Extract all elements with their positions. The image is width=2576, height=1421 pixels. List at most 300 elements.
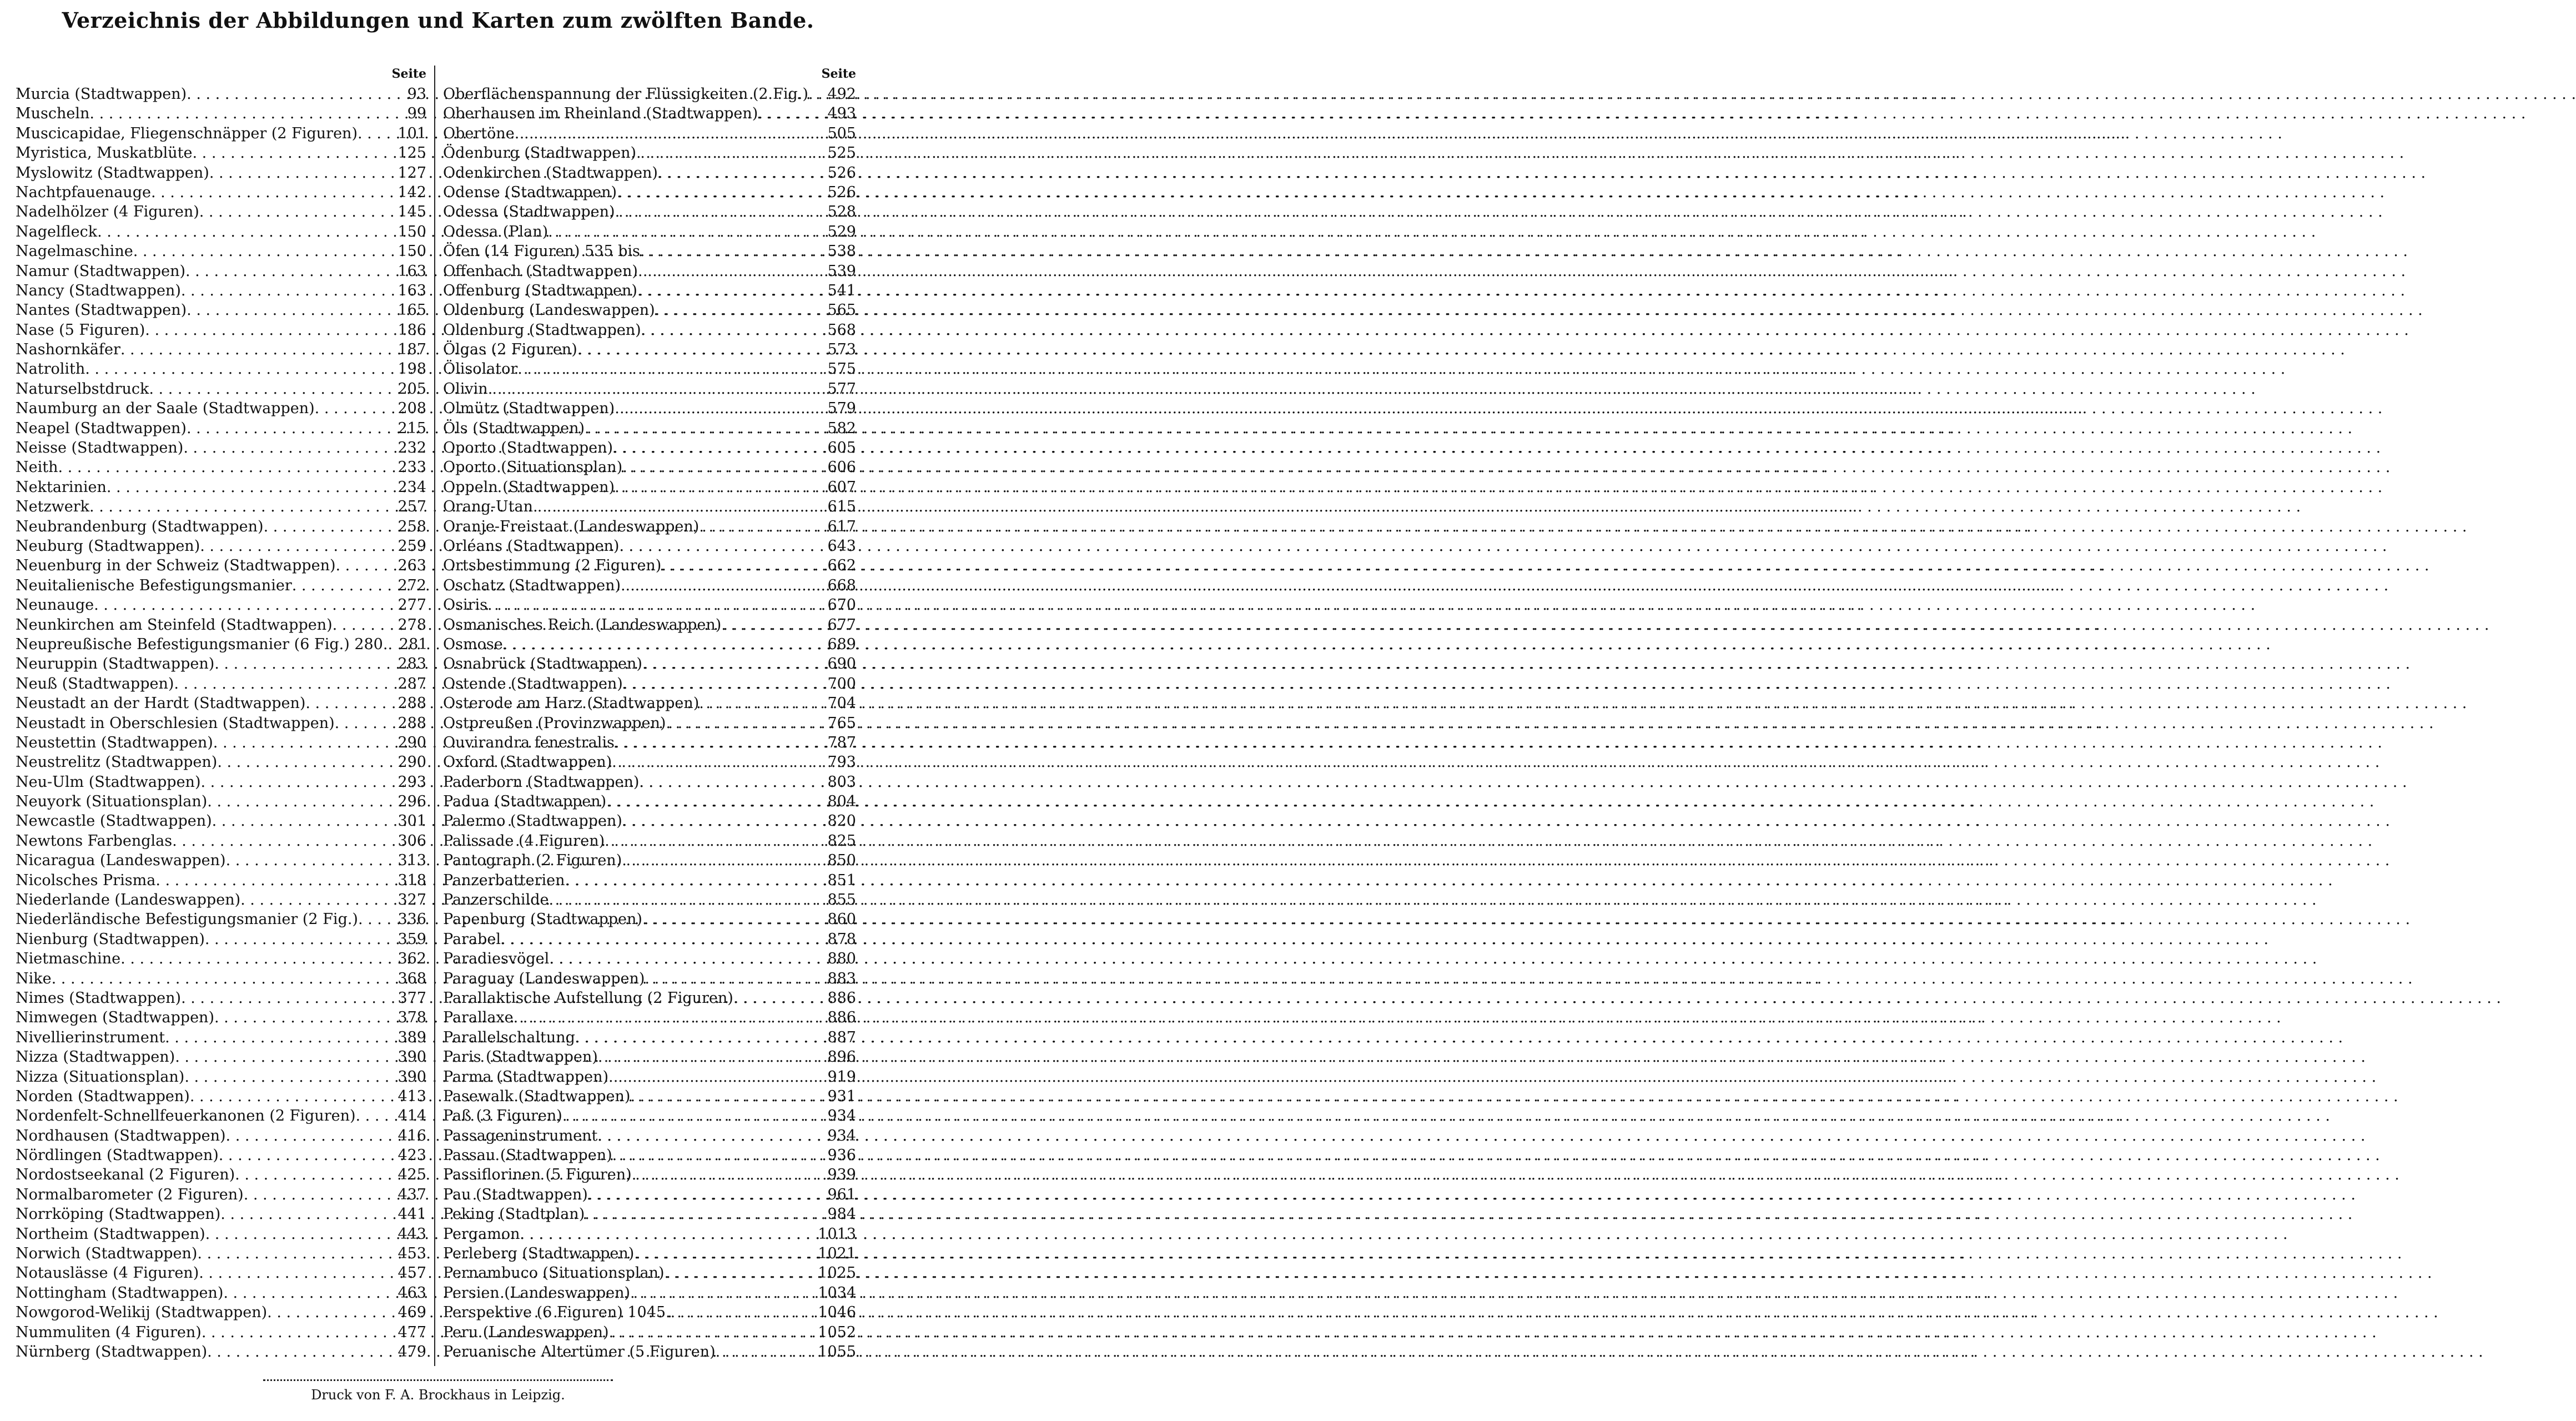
index-entry: [443, 930, 856, 949]
index-entry: [443, 340, 856, 359]
index-entry: [443, 635, 856, 654]
index-entry: [443, 163, 856, 183]
dot-leader: [597, 1126, 822, 1146]
entry-label: Neunauge: [16, 596, 94, 614]
entry-label: Ostende (Stadtwappen): [443, 675, 623, 692]
footer-dotted-rule: [263, 1379, 613, 1381]
index-entry: [16, 792, 426, 811]
entry-label: Neisse (Stadtwappen): [16, 439, 184, 457]
entry-label: Myslowitz (Stadtwappen): [16, 164, 209, 182]
entry-page-number: 263: [398, 557, 426, 575]
dot-leader: [187, 84, 392, 104]
dot-leader: [661, 556, 822, 575]
index-entry: [16, 694, 426, 713]
index-entry: [16, 281, 426, 300]
entry-label: Nimwegen (Stadtwappen): [16, 1009, 214, 1027]
entry-label: Nietmaschine: [16, 950, 121, 968]
entry-page-number: 851: [827, 871, 856, 889]
entry-label: Peruanische Altertümer (5 Figuren): [443, 1343, 716, 1360]
dot-leader: [226, 851, 392, 870]
entry-label: Northeim (Stadtwappen): [16, 1225, 205, 1243]
entry-page-number: 582: [827, 419, 856, 437]
entry-page-number: 145: [398, 203, 426, 221]
entry-label: Namur (Stadtwappen): [16, 262, 185, 280]
entry-page-number: 662: [827, 557, 856, 575]
dot-leader: [514, 1008, 822, 1027]
dot-leader: [612, 752, 822, 772]
entry-page-number: 232: [398, 439, 426, 457]
dot-leader: [615, 399, 822, 418]
entry-label: Natrolith: [16, 360, 85, 378]
entry-page-number: 896: [827, 1048, 856, 1066]
entry-label: Öls (Stadtwappen): [443, 419, 585, 437]
dot-leader: [205, 930, 392, 949]
entry-page-number: 1034: [818, 1284, 856, 1302]
entry-label: Paderborn (Stadtwappen): [443, 773, 640, 791]
dot-leader: [630, 1283, 814, 1303]
entry-label: Persien (Landeswappen): [443, 1284, 631, 1302]
dot-leader: [641, 320, 822, 340]
entry-label: Nimes (Stadtwappen): [16, 989, 182, 1007]
index-entry: [443, 595, 856, 615]
entry-page-number: 677: [827, 616, 856, 634]
entry-page-number: 142: [398, 183, 426, 201]
entry-page-number: 215: [398, 419, 426, 437]
entry-label: Parallaxe: [443, 1009, 514, 1027]
index-entry: [443, 1263, 856, 1283]
entry-label: Nashornkäfer: [16, 341, 120, 359]
entry-page-number: 318: [398, 871, 426, 889]
dot-leader: [202, 1323, 392, 1342]
entry-label: Obertöne: [443, 124, 515, 142]
entry-label: Paris (Stadtwappen): [443, 1048, 598, 1066]
entry-page-number: 313: [398, 852, 426, 870]
entry-label: Neu-Ulm (Stadtwappen): [16, 773, 201, 791]
dot-leader: [549, 949, 822, 968]
entry-page-number: 804: [827, 793, 856, 811]
index-entry: [443, 320, 856, 340]
entry-page-number: 437: [398, 1186, 426, 1203]
document-page: [0, 0, 876, 1421]
entry-label: Newcastle (Stadtwappen): [16, 812, 212, 830]
dot-leader: [335, 714, 392, 733]
index-entry: [16, 1126, 426, 1146]
entry-page-number: 886: [827, 1009, 856, 1027]
printer-imprint: Druck von F. A. Brockhaus in Leipzig.: [311, 1387, 565, 1403]
entry-page-number: 1055: [818, 1343, 856, 1360]
entry-label: Nordenfelt-Schnellfeuerkanonen (2 Figuren): [16, 1107, 356, 1125]
entry-label: Murcia (Stadtwappen): [16, 86, 187, 103]
dot-leader: [193, 143, 392, 163]
dot-leader: [172, 831, 392, 851]
entry-label: Neuenburg in der Schweiz (Stadtwappen): [16, 557, 336, 575]
entry-page-number: 479: [398, 1343, 426, 1360]
index-entry: [16, 595, 426, 615]
dot-leader: [562, 1106, 822, 1126]
dot-leader: [214, 1008, 392, 1027]
index-entry: [443, 300, 856, 320]
dot-leader: [226, 1126, 392, 1146]
entry-label: Newtons Farbenglas: [16, 832, 173, 850]
entry-label: Peru (Landeswappen): [443, 1323, 609, 1341]
entry-page-number: 413: [398, 1087, 426, 1105]
index-entry: [16, 320, 426, 340]
entry-page-number: 605: [827, 439, 856, 457]
entry-label: Nummuliten (4 Figuren): [16, 1323, 202, 1341]
index-entry: [443, 1106, 856, 1126]
entry-page-number: 919: [827, 1068, 856, 1086]
index-entry: [16, 419, 426, 438]
entry-label: Perspektive (6 Figuren) 1045.: [443, 1304, 671, 1322]
index-entry: [443, 1087, 856, 1106]
dot-leader: [615, 478, 822, 497]
entry-label: Oppeln (Stadtwappen): [443, 478, 615, 496]
dot-leader: [488, 379, 822, 399]
index-entry: [443, 792, 856, 811]
index-entry: [443, 1008, 856, 1027]
index-entry: [16, 1303, 426, 1322]
dot-leader: [205, 1224, 392, 1244]
dot-leader: [184, 1067, 392, 1087]
entry-page-number: 301: [398, 812, 426, 830]
dot-leader: [97, 222, 392, 242]
dot-leader: [94, 595, 392, 615]
dot-leader: [645, 969, 822, 988]
entry-page-number: 125: [398, 144, 426, 162]
entry-page-number: 529: [827, 223, 856, 240]
entry-label: Panzerschilde: [443, 891, 549, 909]
entry-page-number: 101: [398, 124, 426, 142]
entry-page-number: 670: [827, 596, 856, 614]
entry-label: Neuruppin (Stadtwappen): [16, 655, 215, 673]
entry-page-number: 453: [398, 1245, 426, 1263]
entry-page-number: 390: [398, 1068, 426, 1086]
dot-leader: [585, 1204, 822, 1224]
dot-leader: [638, 262, 822, 281]
entry-label: Parma (Stadtwappen): [443, 1068, 609, 1086]
entry-label: Neupreußische Befestigungsmanier (6 Fig.) 280.: [16, 635, 388, 653]
index-entry: [16, 635, 426, 654]
entry-page-number: 1052: [818, 1323, 856, 1341]
entry-page-number: 860: [827, 911, 856, 928]
dot-leader: [575, 1028, 822, 1047]
dot-leader: [608, 1067, 822, 1087]
index-entry: [16, 674, 426, 694]
entry-label: Nicaragua (Landeswappen): [16, 852, 226, 870]
entry-label: Ostpreußen (Provinzwappen): [443, 714, 666, 732]
entry-label: Parabel: [443, 930, 501, 948]
dot-leader: [565, 871, 822, 890]
left-column-header: Seite: [391, 67, 426, 81]
entry-label: Neuyork (Situationsplan): [16, 793, 208, 811]
entry-page-number: 793: [827, 754, 856, 771]
dot-leader: [622, 458, 822, 477]
entry-page-number: 961: [827, 1186, 856, 1203]
dot-leader: [209, 163, 392, 183]
entry-label: Palissade (4 Figuren): [443, 832, 605, 850]
index-entry: [16, 104, 426, 123]
entry-page-number: 939: [827, 1166, 856, 1184]
dot-leader: [187, 419, 392, 438]
dot-leader: [520, 1224, 814, 1244]
index-entry: [443, 222, 856, 242]
entry-page-number: 163: [398, 262, 426, 280]
dot-leader: [219, 1146, 392, 1165]
dot-leader: [637, 281, 822, 300]
index-entry: [443, 851, 856, 870]
entry-label: Passiflorinen (5 Figuren): [443, 1166, 632, 1184]
entry-label: Odessa (Stadtwappen): [443, 203, 615, 221]
dot-leader: [213, 733, 392, 752]
entry-page-number: 277: [398, 596, 426, 614]
entry-label: Nike: [16, 970, 52, 987]
entry-page-number: 883: [827, 970, 856, 987]
entry-label: Nürnberg (Stadtwappen): [16, 1343, 208, 1360]
entry-page-number: 887: [827, 1028, 856, 1046]
dot-leader: [52, 969, 392, 988]
entry-page-number: 934: [827, 1127, 856, 1144]
index-entry: [443, 1283, 856, 1303]
entry-page-number: 1013: [818, 1225, 856, 1243]
index-entry: [16, 890, 426, 910]
entry-label: Oporto (Situationsplan): [443, 459, 623, 476]
index-entry: [443, 772, 856, 792]
index-entry: [16, 1146, 426, 1165]
entry-label: Orléans (Stadtwappen): [443, 537, 620, 555]
entry-label: Nancy (Stadtwappen): [16, 282, 181, 299]
entry-label: Neustadt an der Hardt (Stadtwappen): [16, 695, 306, 712]
dot-leader: [151, 183, 392, 202]
index-entry: [443, 1146, 856, 1165]
entry-label: Parallaktische Aufstellung (2 Figuren): [443, 989, 733, 1007]
entry-page-number: 416: [398, 1127, 426, 1144]
index-entry: [443, 143, 856, 163]
entry-label: Nowgorod-Welikij (Stadtwappen): [16, 1304, 268, 1322]
entry-label: Nachtpfauenauge: [16, 183, 151, 201]
index-entry: [443, 1224, 856, 1244]
dot-leader: [623, 674, 822, 694]
index-entry: [16, 576, 426, 595]
entry-label: Neapel (Stadtwappen): [16, 419, 187, 437]
dot-leader: [699, 517, 822, 536]
dot-leader: [199, 1263, 392, 1283]
index-entry: [16, 517, 426, 536]
dot-leader: [235, 1165, 392, 1184]
index-entry: [443, 714, 856, 733]
entry-label: Neuitalienische Befestigungsmanier: [16, 576, 292, 594]
entry-page-number: 258: [398, 518, 426, 535]
right-column: [443, 63, 856, 1362]
entry-page-number: 389: [398, 1028, 426, 1046]
entry-page-number: 984: [827, 1206, 856, 1223]
dot-leader: [149, 379, 392, 399]
index-entry: [16, 497, 426, 516]
dot-leader: [244, 1185, 392, 1204]
index-entry: [16, 143, 426, 163]
dot-leader: [190, 1087, 392, 1106]
index-entry: [443, 1323, 856, 1342]
entry-label: Pasewalk (Stadtwappen): [443, 1087, 631, 1105]
entry-label: Norrköping (Stadtwappen): [16, 1206, 221, 1223]
index-entry: [443, 497, 856, 516]
entry-page-number: 803: [827, 773, 856, 791]
index-entry: [443, 1303, 856, 1322]
index-entry: [443, 576, 856, 595]
dot-leader: [223, 1283, 392, 1303]
entry-page-number: 423: [398, 1147, 426, 1164]
entry-label: Perleberg (Stadtwappen): [443, 1245, 635, 1263]
dot-leader: [699, 694, 822, 713]
entry-label: Paß (3 Figuren): [443, 1107, 562, 1125]
index-entry: [443, 949, 856, 968]
index-entry: [443, 438, 856, 458]
entry-label: Nördlingen (Stadtwappen): [16, 1147, 219, 1164]
dot-leader: [199, 202, 392, 222]
index-entry: [443, 752, 856, 772]
entry-label: Oberhausen im Rheinland (Stadtwappen): [443, 105, 758, 123]
index-entry: [443, 910, 856, 929]
dot-leader: [666, 714, 822, 733]
index-entry: [443, 733, 856, 752]
entry-page-number: 390: [398, 1048, 426, 1066]
index-entry: [16, 772, 426, 792]
dot-leader: [165, 1028, 392, 1047]
entry-page-number: 526: [827, 183, 856, 201]
entry-page-number: 327: [398, 891, 426, 909]
index-entry: [16, 1342, 426, 1362]
entry-label: Neunkirchen am Steinfeld (Stadtwappen): [16, 616, 333, 634]
entry-label: Neuburg (Stadtwappen): [16, 537, 200, 555]
index-entry: [443, 1126, 856, 1146]
index-entry: [443, 84, 856, 104]
index-entry: [443, 359, 856, 379]
entry-label: Oxford (Stadtwappen): [443, 754, 612, 771]
entry-page-number: 787: [827, 734, 856, 751]
index-entry: [443, 517, 856, 536]
entry-page-number: 296: [398, 793, 426, 811]
entry-page-number: 127: [398, 164, 426, 182]
index-entry: [16, 399, 426, 418]
entry-page-number: 878: [827, 930, 856, 948]
index-entry: [443, 536, 856, 556]
entry-label: Oldenburg (Stadtwappen): [443, 321, 641, 339]
index-entry: [443, 674, 856, 694]
entry-label: Nordostseekanal (2 Figuren): [16, 1166, 235, 1184]
dot-leader: [515, 124, 822, 143]
dot-leader: [658, 163, 822, 183]
entry-label: Padua (Stadtwappen): [443, 793, 607, 811]
entry-page-number: 606: [827, 459, 856, 476]
index-entry: [16, 242, 426, 261]
index-entry: [16, 733, 426, 752]
entry-label: Muscheln: [16, 105, 90, 123]
entry-label: Pergamon: [443, 1225, 520, 1243]
dot-leader: [267, 1303, 392, 1322]
dot-leader: [292, 576, 392, 595]
entry-page-number: 615: [827, 498, 856, 516]
dot-leader: [808, 84, 822, 104]
index-entry: [443, 556, 856, 575]
index-entry: [16, 1047, 426, 1067]
dot-leader: [671, 1303, 815, 1322]
dot-leader: [207, 1342, 392, 1362]
entry-label: Odense (Stadtwappen): [443, 183, 617, 201]
index-entry: [16, 340, 426, 359]
index-entry: [16, 1263, 426, 1283]
entry-page-number: 163: [398, 282, 426, 299]
entry-label: Oldenburg (Landeswappen): [443, 302, 655, 319]
entry-page-number: 463: [398, 1284, 426, 1302]
index-entry: [443, 1204, 856, 1224]
dot-leader: [214, 654, 392, 674]
dot-leader: [548, 222, 822, 242]
index-entry: [16, 910, 426, 929]
dot-leader: [613, 438, 822, 458]
entry-page-number: 272: [398, 576, 426, 594]
entry-label: Netzwerk: [16, 498, 90, 516]
index-entry: [16, 202, 426, 222]
index-entry: [443, 1244, 856, 1263]
entry-label: Nagelfleck: [16, 223, 98, 240]
dot-leader: [388, 635, 393, 654]
index-entry: [443, 262, 856, 281]
entry-page-number: 690: [827, 655, 856, 673]
entry-label: Osiris: [443, 596, 488, 614]
dot-leader: [585, 419, 822, 438]
index-entry: [16, 615, 426, 635]
index-entry: [16, 183, 426, 202]
index-entry: [443, 988, 856, 1008]
dot-leader: [107, 478, 392, 497]
index-entry: [16, 536, 426, 556]
dot-leader: [220, 1204, 392, 1224]
entry-label: Ortsbestimmung (2 Figuren): [443, 557, 662, 575]
dot-leader: [642, 654, 822, 674]
entry-page-number: 886: [827, 989, 856, 1007]
entry-label: Panzerbatterien: [443, 871, 565, 889]
entry-page-number: 425: [398, 1166, 426, 1184]
index-entry: [16, 1106, 426, 1126]
dot-leader: [609, 1323, 815, 1342]
dot-leader: [533, 497, 822, 516]
dot-leader: [639, 772, 822, 792]
index-entry: [16, 379, 426, 399]
index-entry: [443, 654, 856, 674]
dot-leader: [588, 1185, 822, 1204]
entry-page-number: 306: [398, 832, 426, 850]
entry-label: Paraguay (Landeswappen): [443, 970, 645, 987]
index-entry: [443, 811, 856, 831]
entry-label: Oschatz (Stadtwappen): [443, 576, 621, 594]
dot-leader: [615, 733, 822, 752]
entry-label: Notauslässe (4 Figuren): [16, 1264, 199, 1282]
dot-leader: [305, 694, 392, 713]
entry-label: Nagelmaschine: [16, 243, 133, 260]
entry-label: Nizza (Situationsplan): [16, 1068, 185, 1086]
dot-leader: [240, 890, 392, 910]
dot-leader: [58, 458, 392, 477]
index-entry: [16, 84, 426, 104]
entry-page-number: 493: [827, 105, 856, 123]
dot-leader: [120, 949, 392, 968]
dot-leader: [721, 615, 822, 635]
entry-label: Passau (Stadtwappen): [443, 1147, 612, 1164]
entry-page-number: 568: [827, 321, 856, 339]
entry-label: Odenkirchen (Stadtwappen): [443, 164, 658, 182]
entry-page-number: 575: [827, 360, 856, 378]
entry-label: Niederlande (Landeswappen): [16, 891, 241, 909]
dot-leader: [183, 438, 392, 458]
